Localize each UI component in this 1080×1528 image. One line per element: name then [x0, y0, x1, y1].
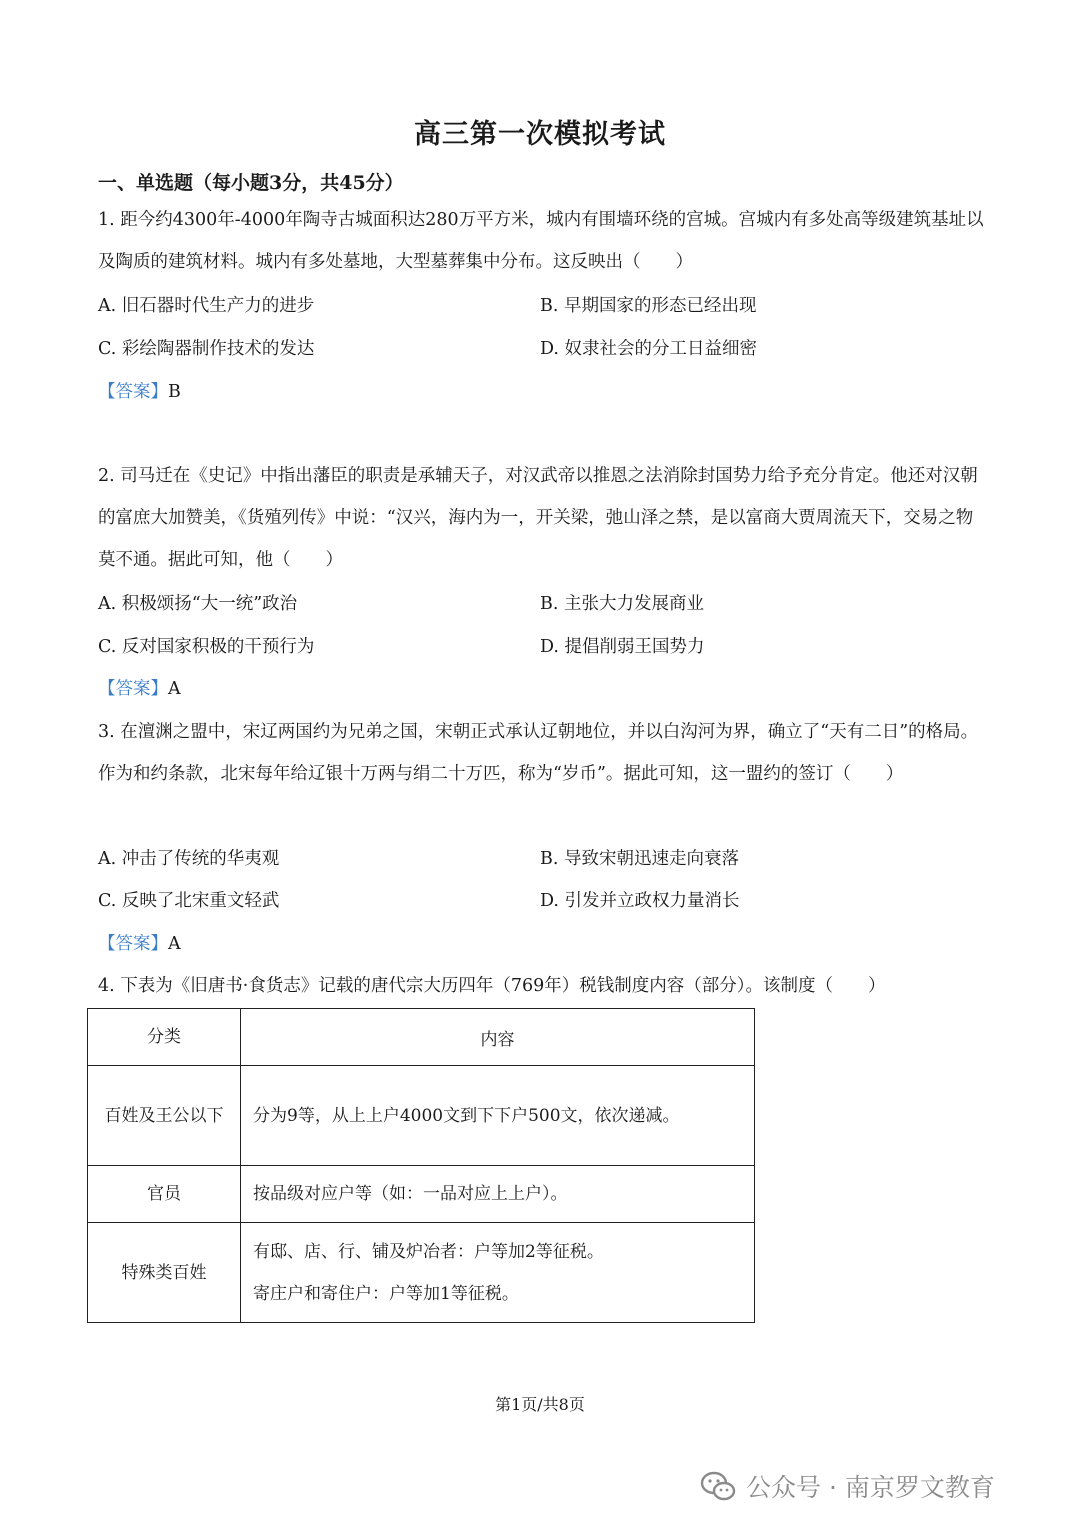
- option-c: C. 反映了北宋重文轻武: [98, 891, 280, 911]
- watermark: [700, 1464, 995, 1508]
- page-footer: 第1页/共8页: [495, 1395, 585, 1414]
- table-cell-category: 百姓及王公以下: [88, 1066, 241, 1166]
- answer: [98, 668, 181, 710]
- table-row: [88, 1223, 755, 1323]
- option-b: B. 导致宋朝迅速走向衰落: [540, 849, 739, 869]
- option-a: A. 旧石器时代生产力的进步: [98, 296, 315, 316]
- option-b: B. 早期国家的形态已经出现: [540, 296, 757, 316]
- table-cell-category: 官员: [88, 1166, 241, 1223]
- answer-tag: 【答案】: [98, 934, 168, 954]
- answer-tag: 【答案】: [98, 382, 168, 402]
- option-a: A. 冲击了传统的华夷观: [98, 849, 280, 869]
- option-b: B. 主张大力发展商业: [540, 594, 704, 614]
- question-stem: 4. 下表为《旧唐书·食货志》记载的唐代宗大历四年（769年）税钱制度内容（部分）。该制度（ ）: [98, 976, 886, 996]
- option-d: D. 引发并立政权力量消长: [540, 891, 740, 911]
- content-line: 分为9等，从上上户4000文到下下户500文，依次递减。: [253, 1105, 680, 1126]
- table-cell-content: [241, 1066, 755, 1166]
- section-heading: 一、单选题（每小题3分，共45分）: [98, 172, 404, 194]
- table-cell-content: [241, 1223, 755, 1323]
- option-d: D. 提倡削弱王国势力: [540, 637, 705, 657]
- answer-value: B: [168, 382, 181, 402]
- tax-table: [87, 1008, 755, 1323]
- question-stem: 1. 距今约4300年-4000年陶寺古城面积达280万平方米，城内有围墙环绕的宫城。宫城内有多处高等级建筑基址以及陶质的建筑材料。城内有多处墓地，大型墓葬集中分布。这反映出（ ）: [98, 210, 984, 272]
- question-stem: 3. 在澶渊之盟中，宋辽两国约为兄弟之国，宋朝正式承认辽朝地位，并以白沟河为界，确立了“天有二日”的格局。作为和约条款，北宋每年给辽银十万两与绢二十万匹，称为“岁币”。据此可知，这一盟约的签订（ ）: [98, 722, 979, 784]
- table-header: 分类: [88, 1009, 241, 1066]
- wechat-icon: [700, 1470, 736, 1502]
- answer-value: A: [168, 934, 181, 954]
- answer: [98, 371, 181, 413]
- table-cell-content: [241, 1166, 755, 1223]
- option-a: A. 积极颂扬“大一统”政治: [98, 594, 298, 614]
- option-d: D. 奴隶社会的分工日益细密: [540, 339, 758, 359]
- content-line: 寄庄户和寄住户：户等加1等征税。: [253, 1283, 519, 1304]
- table-header-row: [88, 1009, 755, 1066]
- table-cell-category: 特殊类百姓: [88, 1223, 241, 1323]
- answer: [98, 923, 181, 965]
- watermark-text: 公众号 · 南京罗文教育: [746, 1473, 995, 1502]
- answer-value: A: [168, 679, 181, 699]
- option-c: C. 彩绘陶器制作技术的发达: [98, 339, 315, 359]
- table-header: 内容: [241, 1009, 755, 1066]
- answer-tag: 【答案】: [98, 679, 168, 699]
- page-title: 高三第一次模拟考试: [414, 119, 666, 150]
- content-line: 有邸、店、行、铺及炉冶者：户等加2等征税。: [253, 1241, 604, 1262]
- table-row: [88, 1066, 755, 1166]
- table-row: [88, 1166, 755, 1223]
- option-c: C. 反对国家积极的干预行为: [98, 637, 315, 657]
- question-stem: 2. 司马迁在《史记》中指出藩臣的职责是承辅天子，对汉武帝以推恩之法消除封国势力给予充分肯定。他还对汉朝的富庶大加赞美，《货殖列传》中说：“汉兴，海内为一，开关梁，弛山泽之禁，是以富商大贾周流天下，交易之物莫不通。据此可知，他（ ）: [98, 466, 978, 570]
- content-line: 按品级对应户等（如：一品对应上上户）。: [253, 1184, 568, 1204]
